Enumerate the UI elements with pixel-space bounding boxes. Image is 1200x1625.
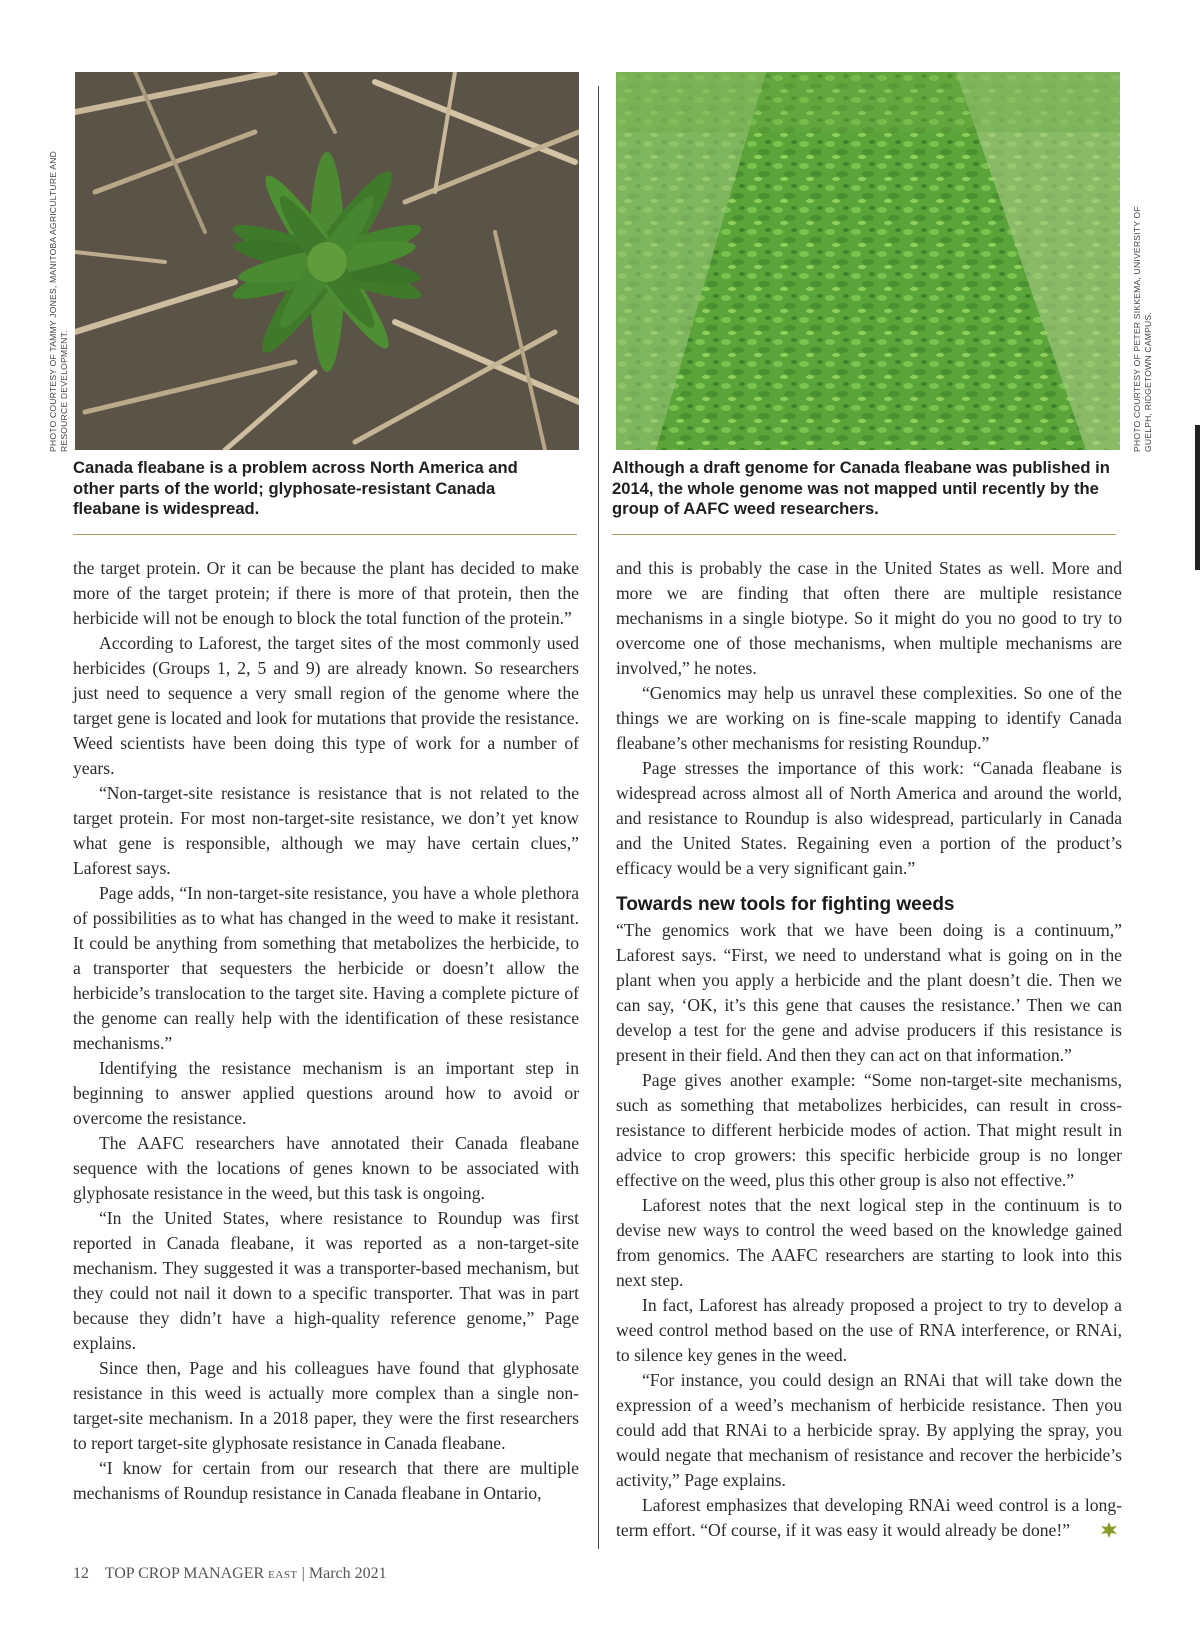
magazine-name: TOP CROP MANAGER: [104, 1565, 265, 1582]
photo-credit-right: [1132, 107, 1154, 452]
paragraph: Identifying the resistance mechanism is an important step in beginning to answer applied questions around how to avoid or overcome the resistance.: [73, 1058, 579, 1128]
paragraph: “Genomics may help us unravel these complexities. So one of the things we are working on is fine-scale mapping to identify Canada fleabane’s other mechanisms for resisting Roundup.”: [616, 683, 1122, 753]
paragraph: and this is probably the case in the United States as well. More and more we are finding that often there are multiple resistance mechanisms in a single biotype. So it might do you no good to try to overcome one of those mechanisms, when multiple mechanisms are involved,” he notes.: [616, 558, 1122, 678]
paragraph: In fact, Laforest has already proposed a project to try to develop a weed control method based on the use of RNA interference, or RNAi, to silence key genes in the weed.: [616, 1295, 1122, 1365]
right-photo-caption: Although a draft genome for Canada fleabane was published in 2014, the whole genome was not mapped until recently by the group of AAFC weed researchers.: [612, 458, 1110, 518]
paragraph: “I know for certain from our research that there are multiple mechanisms of Roundup resistance in Canada fleabane in Ontario,: [73, 1458, 579, 1503]
paragraph: “Non-target-site resistance is resistance that is not related to the target protein. For most non-target-site resistance, we don’t yet know what gene is responsible, although we may have certain clues,” Laforest says.: [73, 783, 579, 878]
paragraph: Page gives another example: “Some non-target-site mechanisms, such as something that metabolizes herbicides, can result in cross-resistance to different herbicide modes of action. That might result in advice to crop growers: this specific herbicide group is no longer effective on the weed, plus this other group is also not effective.”: [616, 1070, 1122, 1190]
paragraph: “The genomics work that we have been doing is a continuum,” Laforest says. “First, we need to understand what is going on in the plant when you apply a herbicide and the plant doesn’t die. Then we can say, ‘OK, it’s this gene that causes the resistance.’ Then we can develop a test for the gene and advise producers if this resistance is present in their field. And then they can act on that information.”: [616, 920, 1122, 1065]
photo-credit-left: [48, 107, 70, 452]
paragraph: According to Laforest, the target sites of the most commonly used herbicides (Groups 1, 2, 5 and 9) are already known. So researchers just need to sequence a very small region of the genome where the target gene is located and look for mutations that provide the resistance. Weed scientists have been doing this type of work for a number of years.: [73, 633, 579, 778]
left-photo-caption: Canada fleabane is a problem across North America and other parts of the world; glyphosate-resistant Canada fleabane is widespread.: [73, 458, 518, 518]
right-text-column: [616, 556, 1122, 1543]
section-subhead: Towards new tools for fighting weeds: [616, 894, 955, 915]
photo-credit-right-line1: PHOTO COURTESY OF PETER SIKKEMA, UNIVERSITY OF: [1132, 206, 1142, 452]
final-paragraph-text: Laforest emphasizes that developing RNAi weed control is a long-term effort. “Of course, if it was easy it would already be done!”: [616, 1495, 1122, 1540]
paragraph: Page stresses the importance of this work: “Canada fleabane is widespread across almost all of North America and around the world, and resistance to Roundup is also widespread, particularly in Canada and the United States. Regaining even a portion of the product’s efficacy would be a very significant gain.”: [616, 758, 1122, 878]
paragraph: Since then, Page and his colleagues have found that glyphosate resistance in this weed is actually more complex than a single non-target-site mechanism. In a 2018 paper, they were the first researchers to report target-site glyphosate resistance in Canada fleabane.: [73, 1358, 579, 1453]
caption-rule-right: [612, 534, 1116, 535]
fleabane-field-photo: [616, 72, 1120, 450]
photo-credit-right-line2: GUELPH, RIDGETOWN CAMPUS.: [1143, 312, 1153, 452]
caption-rule-left: [73, 534, 577, 535]
paragraph: “For instance, you could design an RNAi that will take down the expression of a weed’s mechanism of herbicide resistance. Then you could add that RNAi to a herbicide spray. By applying the spray, you would negate that mechanism of resistance and recover the herbicide’s activity,” Page explains.: [616, 1370, 1122, 1490]
paragraph: the target protein. Or it can be because the plant has decided to make more of the target protein; if there is more of that protein, then the herbicide will not be enough to block the total function of the protein.”: [73, 558, 579, 628]
photo-credit-left-line1: PHOTO COURTESY OF TAMMY JONES, MANITOBA AGRICULTURE AND: [48, 150, 58, 452]
column-divider: [598, 86, 599, 1549]
issue-date: March 2021: [308, 1565, 387, 1582]
page-number: 12: [73, 1565, 89, 1582]
paragraph: Laforest notes that the next logical step in the continuum is to devise new ways to control the weed based on the knowledge gained from genomics. The AAFC researchers are starting to look into this next step.: [616, 1195, 1122, 1290]
page-footer: [73, 1565, 387, 1583]
leaf-end-mark-icon: [1074, 1521, 1092, 1539]
magazine-edition: EAST: [268, 1569, 298, 1581]
footer-separator: |: [301, 1565, 305, 1582]
page-edge-tab: [1195, 425, 1200, 570]
paragraph-final: [616, 1493, 1122, 1543]
paragraph: The AAFC researchers have annotated their Canada fleabane sequence with the locations of genes known to be associated with glyphosate resistance in the weed, but this task is ongoing.: [73, 1133, 579, 1203]
fleabane-rosette-photo: [75, 72, 579, 450]
photo-credit-left-line2: RESOURCE DEVELOPMENT.: [59, 330, 69, 452]
left-text-column: [73, 556, 579, 1506]
paragraph: Page adds, “In non-target-site resistance, you have a whole plethora of possibilities as to what has changed in the weed to make it resistant. It could be anything from something that metabolizes the herbicide, to a transporter that sequesters the herbicide or doesn’t allow the herbicide’s translocation to the target site. Having a complete picture of the genome can really help with the identification of these resistance mechanisms.”: [73, 883, 579, 1053]
paragraph: “In the United States, where resistance to Roundup was first reported in Canada fleabane, it was reported as a non-target-site mechanism. They suggested it was a transporter-based mechanism, but they could not nail it down to a specific transporter. That was in part because they didn’t have a high-quality reference genome,” Page explains.: [73, 1208, 579, 1353]
